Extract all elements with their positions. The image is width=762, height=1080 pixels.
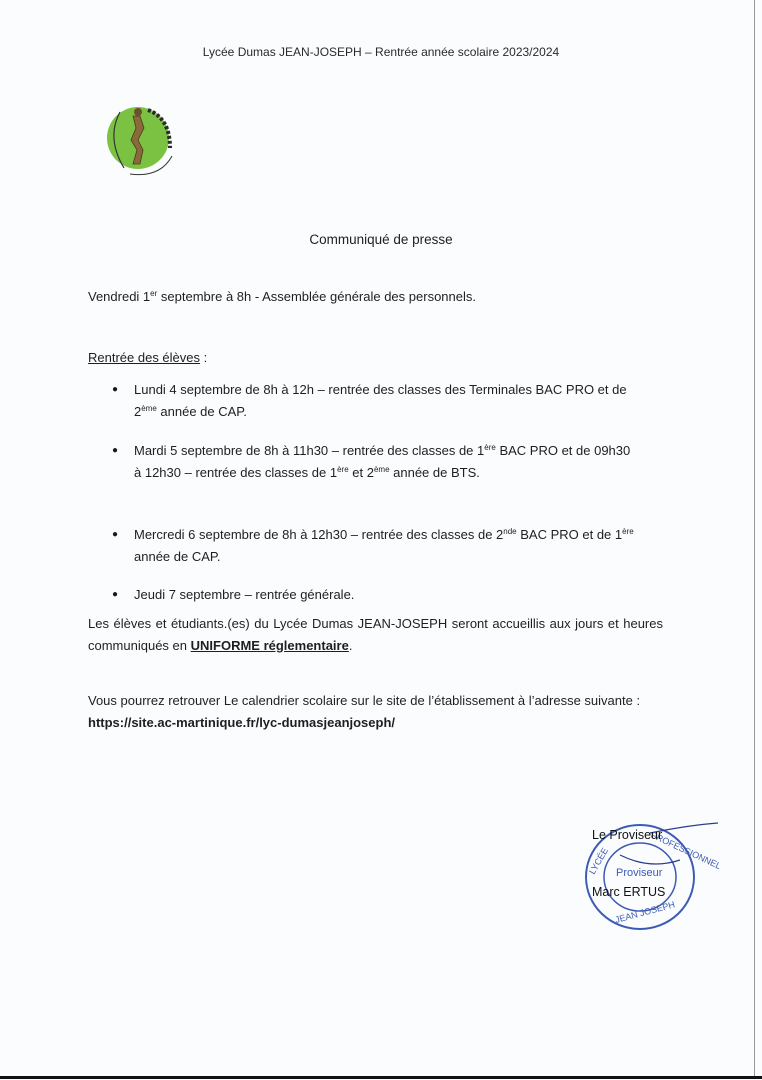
- calendar-url[interactable]: https://site.ac-martinique.fr/lyc-dumasjeanjoseph/: [88, 715, 396, 730]
- uniform-emphasis: UNIFORME réglementaire: [190, 638, 349, 653]
- list-item-1-l2-end: année de CAP.: [156, 404, 247, 419]
- list-item-3: [134, 524, 674, 568]
- stamp-title: Proviseur: [616, 867, 663, 879]
- intro-line: [88, 286, 476, 308]
- section-heading: [88, 347, 207, 369]
- list-item-4-text: Jeudi 7 septembre – rentrée générale.: [134, 587, 355, 602]
- school-logo-graphic: [100, 98, 180, 180]
- list-item-3-l1-mid: BAC PRO et de 1: [516, 527, 623, 542]
- signature-name: Marc ERTUS: [592, 885, 666, 899]
- list-item-3-l1-start: Mercredi 6 septembre de 8h à 12h30 – rentrée des classes de 2: [134, 527, 504, 542]
- list-item-2-l1-sup: ère: [484, 443, 496, 452]
- svg-text:PROFESSIONNEL: PROFESSIONNEL: [649, 829, 720, 872]
- school-logo: [100, 98, 180, 180]
- list-item-2-l1-start: Mardi 5 septembre de 8h à 11h30 – rentrée des classes de 1: [134, 443, 485, 458]
- section-heading-label: Rentrée des élèves: [88, 350, 201, 365]
- intro-text-end: septembre à 8h - Assemblée générale des personnels.: [157, 289, 476, 304]
- list-item-2-l2-sup1: ère: [337, 465, 349, 474]
- page-header: Lycée Dumas JEAN-JOSEPH – Rentrée année scolaire 2023/2024: [202, 45, 560, 59]
- list-item-1-l2-start: 2: [134, 404, 142, 419]
- list-item-2-l2-mid: et 2: [348, 465, 374, 480]
- list-item-3-l1-sup1: nde: [503, 527, 517, 536]
- list-item-1-line1: Lundi 4 septembre de 8h à 12h – rentrée des classes des Terminales BAC PRO et de: [134, 382, 627, 397]
- section-heading-colon: :: [200, 350, 208, 365]
- signature-role: Le Proviseur: [592, 828, 663, 842]
- welcome-text-end: .: [348, 638, 353, 653]
- list-item-2-line1: [134, 440, 674, 462]
- bullet-icon: ●: [112, 384, 119, 395]
- calendar-paragraph: [88, 690, 663, 712]
- svg-text:LYCÉE: LYCÉE: [587, 846, 611, 876]
- intro-text-start: Vendredi 1: [88, 289, 151, 304]
- list-item-2-l2-start: à 12h30 – rentrée des classes de 1: [134, 465, 338, 480]
- bullet-icon: ●: [112, 529, 119, 540]
- page-edge-line: [754, 0, 755, 1076]
- list-item-2: [134, 440, 674, 484]
- intro-sup: er: [150, 289, 158, 298]
- calendar-text: Vous pourrez retrouver Le calendrier scolaire sur le site de l’établissement à l’adresse suivante :: [88, 693, 641, 708]
- welcome-text-start: Les élèves et étudiants.(es) du Lycée Dumas JEAN-JOSEPH seront accueillis aux jours et heures communiqués en: [88, 616, 663, 653]
- bullet-icon: ●: [112, 589, 119, 600]
- bullet-icon: ●: [112, 445, 119, 456]
- list-item-4: [134, 584, 674, 606]
- list-item-3-line2: année de CAP.: [134, 549, 221, 564]
- welcome-paragraph: [88, 613, 663, 657]
- list-item-2-l2-sup2: ème: [373, 465, 390, 474]
- list-item-1-line2: [134, 401, 674, 423]
- page-bottom-border: [0, 1076, 762, 1079]
- list-item-1: [134, 379, 674, 423]
- list-item-1-sup: ème: [141, 404, 157, 413]
- svg-text:JEAN JOSEPH: JEAN JOSEPH: [613, 899, 676, 925]
- list-item-2-l1-end: BAC PRO et de 09h30: [495, 443, 631, 458]
- list-item-2-l2-end: année de BTS.: [389, 465, 480, 480]
- list-item-3-line1: [134, 524, 674, 546]
- list-item-2-line2: [134, 462, 674, 484]
- document-title: Communiqué de presse: [309, 232, 453, 247]
- list-item-3-l1-sup2: ère: [622, 527, 634, 536]
